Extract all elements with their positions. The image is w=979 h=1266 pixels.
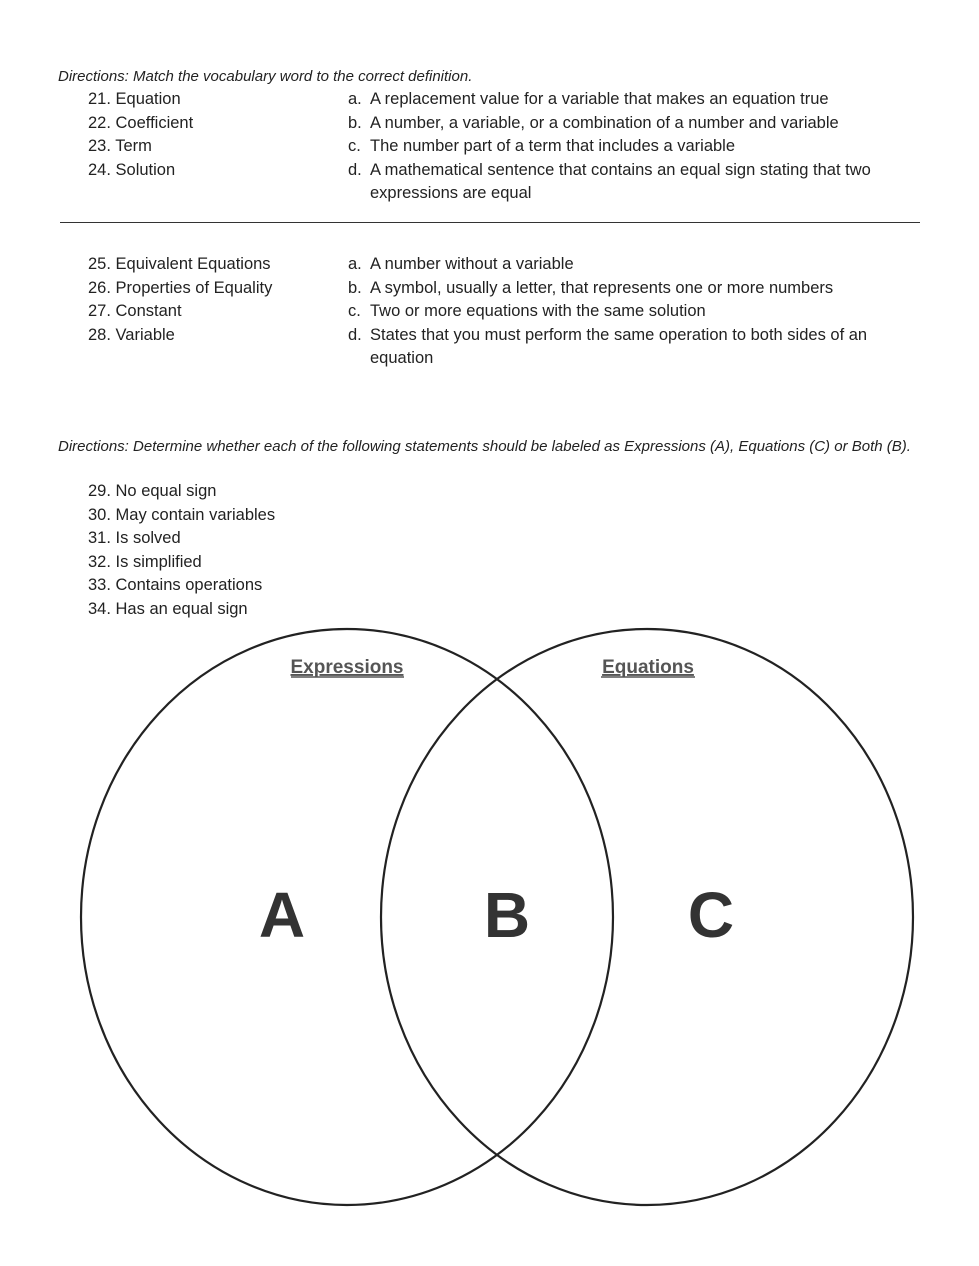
- venn-right-circle: [381, 629, 913, 1205]
- statement-item: 31. Is solved: [88, 529, 181, 547]
- definition-text: The number part of a term that includes a variable: [370, 137, 736, 155]
- definition-letter: b.: [348, 278, 362, 297]
- definition-text: A number without a variable: [370, 255, 574, 273]
- definition-letter: c.: [348, 302, 361, 320]
- vocab-word: 22. Coefficient: [88, 113, 194, 132]
- vocab-word: 24. Solution: [88, 160, 176, 179]
- definition-letter: b.: [348, 113, 362, 132]
- statement-item: 33. Contains operations: [88, 576, 263, 594]
- venn-label-b: B: [483, 879, 531, 951]
- venn-right-title: Equations: [602, 657, 694, 678]
- vocab-word: 26. Properties of Equality: [88, 278, 273, 297]
- definition-text: A replacement value for a variable that makes an equation true: [370, 90, 829, 108]
- definition-text: A number, a variable, or a combination of a number and variable: [370, 113, 839, 132]
- vocab-word: 21. Equation: [88, 90, 181, 108]
- vocab-word: 28. Variable: [88, 325, 175, 344]
- venn-label-a: A: [258, 879, 306, 951]
- vocab-word: 23. Term: [88, 137, 152, 155]
- definition-letter: a.: [348, 90, 362, 108]
- vocab-word: 25. Equivalent Equations: [88, 255, 271, 273]
- definition-text: Two or more equations with the same solution: [370, 302, 706, 320]
- definition-text: A mathematical sentence that contains an equal sign stating that two expressions are equal: [370, 160, 871, 202]
- definition-letter: a.: [348, 255, 362, 273]
- definition-text: States that you must perform the same operation to both sides of an equation: [370, 325, 868, 367]
- venn-left-title: Expressions: [290, 657, 404, 678]
- statement-item: 34. Has an equal sign: [88, 599, 248, 618]
- matching-directions: Directions: Match the vocabulary word to the correct definition.: [58, 68, 473, 85]
- definition-letter: d.: [348, 325, 362, 344]
- statement-item: 30. May contain variables: [88, 505, 276, 524]
- venn-left-circle: [81, 629, 613, 1205]
- vocab-word: 27. Constant: [88, 302, 182, 320]
- statement-item: 29. No equal sign: [88, 482, 217, 500]
- definition-letter: c.: [348, 137, 361, 155]
- statement-item: 32. Is simplified: [88, 552, 202, 571]
- venn-label-c: C: [687, 879, 735, 951]
- definition-letter: d.: [348, 160, 362, 179]
- definition-text: A symbol, usually a letter, that represents one or more numbers: [370, 278, 834, 297]
- venn-directions: Directions: Determine whether each of the following statements should be labeled as Expressions (A), Equations (C) or Both (B).: [58, 438, 911, 455]
